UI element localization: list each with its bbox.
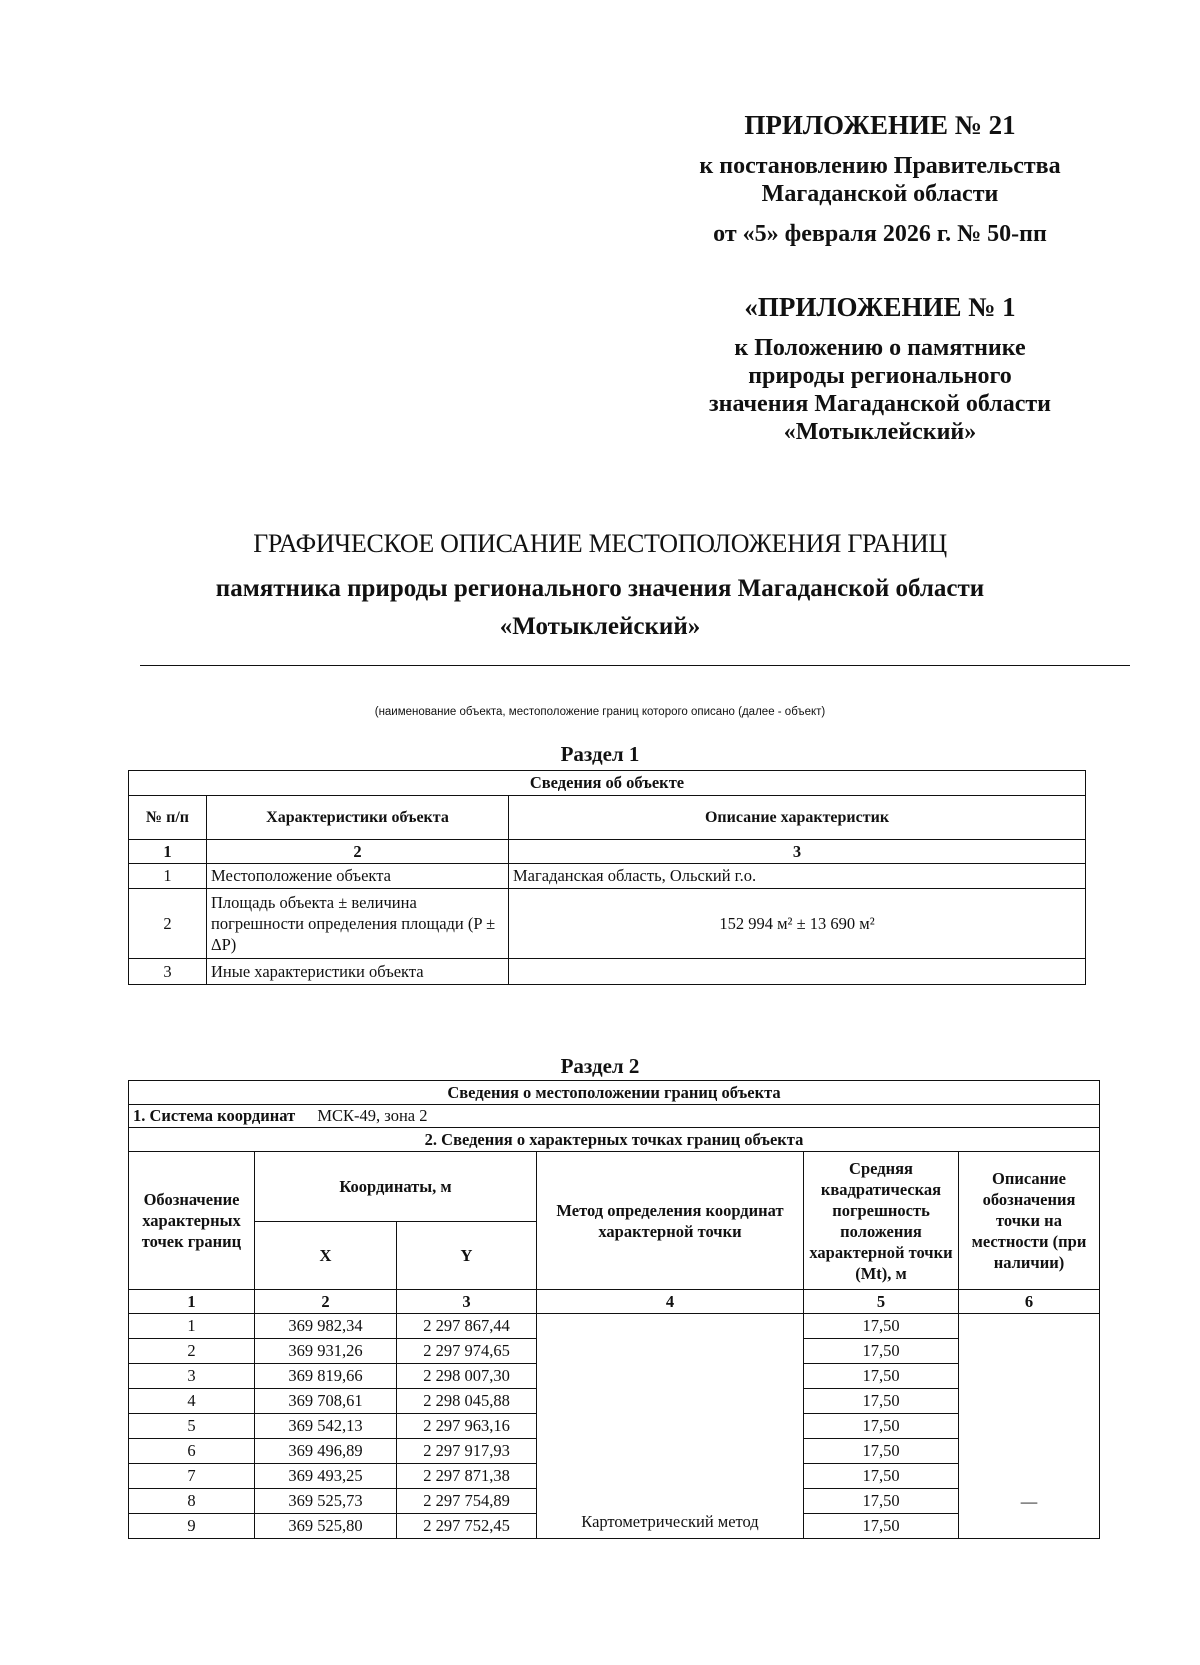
appendix-line: «Мотыклейский» xyxy=(783,419,977,445)
point-id: 8 xyxy=(129,1489,255,1514)
title-underline xyxy=(140,665,1130,666)
point-id: 5 xyxy=(129,1414,255,1439)
appendix-line: Магаданской области xyxy=(761,181,999,207)
column-number: 4 xyxy=(537,1290,804,1314)
table-title: Сведения о местоположении границ объекта xyxy=(129,1081,1100,1105)
column-number: 3 xyxy=(509,840,1086,864)
point-mt: 17,50 xyxy=(804,1339,959,1364)
coordinate-system-value: МСК-49, зона 2 xyxy=(317,1106,428,1125)
point-y: 2 297 752,45 xyxy=(397,1514,537,1539)
point-mt: 17,50 xyxy=(804,1514,959,1539)
document-title: ГРАФИЧЕСКОЕ ОПИСАНИЕ МЕСТОПОЛОЖЕНИЯ ГРАНИЦ xyxy=(253,529,947,558)
column-header: Y xyxy=(397,1222,537,1290)
appendix-title: «ПРИЛОЖЕНИЕ № 1 xyxy=(744,292,1016,322)
point-y: 2 297 867,44 xyxy=(397,1314,537,1339)
table-row xyxy=(129,889,1086,959)
column-header: Метод определения координат характерной точки xyxy=(537,1152,804,1290)
point-x: 369 982,34 xyxy=(255,1314,397,1339)
characteristic: Иные характеристики объекта xyxy=(207,959,509,985)
row-number: 2 xyxy=(129,889,207,959)
subtitle-line: «Мотыклейский» xyxy=(499,613,701,640)
point-x: 369 931,26 xyxy=(255,1339,397,1364)
document-subtitle xyxy=(100,570,1100,646)
coordinate-system-label: 1. Система координат xyxy=(133,1106,296,1125)
point-id: 7 xyxy=(129,1464,255,1489)
characteristic-value: 152 994 м² ± 13 690 м² xyxy=(509,889,1086,959)
points-title: 2. Сведения о характерных точках границ объекта xyxy=(129,1128,1100,1152)
column-number: 3 xyxy=(397,1290,537,1314)
point-x: 369 819,66 xyxy=(255,1364,397,1389)
point-x: 369 493,25 xyxy=(255,1464,397,1489)
column-header: Координаты, м xyxy=(255,1152,537,1222)
column-header: Характеристики объекта xyxy=(207,796,509,840)
point-id: 6 xyxy=(129,1439,255,1464)
appendix-title: ПРИЛОЖЕНИЕ № 21 xyxy=(744,110,1016,140)
table-row xyxy=(129,1314,1100,1339)
appendix-line: к Положению о памятнике xyxy=(734,335,1026,361)
point-mt: 17,50 xyxy=(804,1389,959,1414)
underline-caption: (наименование объекта, местоположение границ которого описано (далее - объект) xyxy=(374,706,826,718)
point-id: 1 xyxy=(129,1314,255,1339)
column-number: 6 xyxy=(959,1290,1100,1314)
points-body xyxy=(129,1314,1100,1539)
table-title: Сведения об объекте xyxy=(129,771,1086,796)
point-mt: 17,50 xyxy=(804,1489,959,1514)
subtitle-line: памятника природы регионального значения Магаданской области xyxy=(215,575,985,602)
section-2-title: Раздел 2 xyxy=(560,1054,640,1078)
point-y: 2 297 917,93 xyxy=(397,1439,537,1464)
point-y: 2 298 007,30 xyxy=(397,1364,537,1389)
point-y: 2 298 045,88 xyxy=(397,1389,537,1414)
column-header: № п/п xyxy=(129,796,207,840)
appendix-line: природы регионального xyxy=(748,363,1012,389)
column-number: 2 xyxy=(255,1290,397,1314)
table-row xyxy=(129,864,1086,889)
column-number: 1 xyxy=(129,1290,255,1314)
section-1-title: Раздел 1 xyxy=(560,742,640,766)
appendix-date: от «5» февраля 2026 г. № 50-пп xyxy=(713,221,1047,247)
characteristic-value xyxy=(509,959,1086,985)
appendix-header xyxy=(600,108,1160,248)
appendix-line: значения Магаданской области xyxy=(709,391,1051,417)
point-y: 2 297 754,89 xyxy=(397,1489,537,1514)
point-x: 369 708,61 xyxy=(255,1389,397,1414)
point-x: 369 496,89 xyxy=(255,1439,397,1464)
point-id: 2 xyxy=(129,1339,255,1364)
column-header: Описание обозначения точки на местности (при наличии) xyxy=(959,1152,1100,1290)
point-mt: 17,50 xyxy=(804,1464,959,1489)
column-number: 1 xyxy=(129,840,207,864)
coordinate-system xyxy=(129,1105,1100,1128)
point-mt: 17,50 xyxy=(804,1414,959,1439)
column-header: Обозначение характерных точек границ xyxy=(129,1152,255,1290)
characteristic: Местоположение объекта xyxy=(207,864,509,889)
point-x: 369 542,13 xyxy=(255,1414,397,1439)
point-id: 9 xyxy=(129,1514,255,1539)
point-mt: 17,50 xyxy=(804,1364,959,1389)
row-number: 3 xyxy=(129,959,207,985)
row-number: 1 xyxy=(129,864,207,889)
point-id: 3 xyxy=(129,1364,255,1389)
point-mt: 17,50 xyxy=(804,1439,959,1464)
column-number: 5 xyxy=(804,1290,959,1314)
column-number: 2 xyxy=(207,840,509,864)
characteristic: Площадь объекта ± величина погрешности определения площади (P ± ΔP) xyxy=(207,889,509,959)
column-header: Средняя квадратическая погрешность положения характерной точки (Mt), м xyxy=(804,1152,959,1290)
point-y: 2 297 963,16 xyxy=(397,1414,537,1439)
column-header: X xyxy=(255,1222,397,1290)
appendix-line: к постановлению Правительства xyxy=(699,153,1061,179)
point-mt: 17,50 xyxy=(804,1314,959,1339)
point-x: 369 525,73 xyxy=(255,1489,397,1514)
table-row xyxy=(129,959,1086,985)
method-cell: Картометрический метод xyxy=(537,1314,804,1539)
boundary-points-table xyxy=(128,1080,1100,1539)
characteristic-value: Магаданская область, Ольский г.о. xyxy=(509,864,1086,889)
object-info-table xyxy=(128,770,1086,985)
point-y: 2 297 871,38 xyxy=(397,1464,537,1489)
appendix-header-2 xyxy=(600,290,1160,446)
point-description: — xyxy=(959,1314,1100,1539)
column-header: Описание характеристик xyxy=(509,796,1086,840)
point-y: 2 297 974,65 xyxy=(397,1339,537,1364)
point-id: 4 xyxy=(129,1389,255,1414)
point-x: 369 525,80 xyxy=(255,1514,397,1539)
